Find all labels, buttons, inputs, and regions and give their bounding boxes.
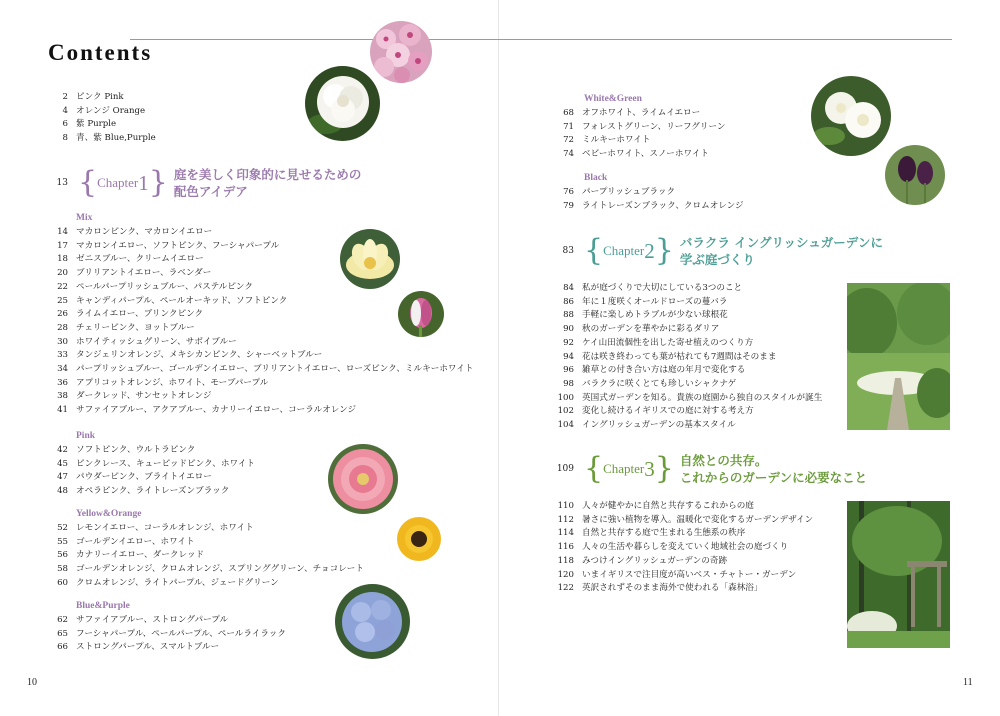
chapter1-title: 庭を美しく印象的に見せるための 配色アイデア <box>173 167 362 199</box>
page-gutter <box>498 0 499 716</box>
intro-list <box>50 91 156 146</box>
white-peony-photo <box>305 66 380 141</box>
dark-tulip-photo <box>885 145 945 205</box>
list-item[interactable]: 18 ゼニスブルー、クリームイエロー <box>57 254 204 265</box>
list-item[interactable]: 68 オフホワイト、ライムイエロー <box>563 108 701 118</box>
left-brace-icon: { <box>78 165 98 200</box>
list-item[interactable]: 116 人々の生活や暮らしを変えていく地域社会の庭づくり <box>557 542 789 553</box>
left-brace-icon: { <box>584 451 604 486</box>
chapter2-list <box>556 282 822 433</box>
section-heading-mix: Mix <box>76 213 93 223</box>
list-item[interactable]: 79 ライトレーズンブラック、クロムオレンジ <box>563 200 744 211</box>
chapter2-title: バラクラ イングリッシュガーデンに 学ぶ庭づくり <box>679 235 883 267</box>
list-item[interactable]: 65 フーシャパープル、ペールパープル、ペールライラック <box>57 628 286 639</box>
list-item[interactable]: 74 ベビーホワイト、スノーホワイト <box>563 149 710 160</box>
yellow-orange-list <box>50 522 364 591</box>
list-item[interactable]: 2 ピンク Pink <box>62 92 124 102</box>
section-heading-white-green: White&Green <box>584 94 642 104</box>
list-item[interactable]: 17 マカロンイエロー、ソフトピンク、フーシャパープル <box>57 240 280 251</box>
list-item[interactable]: 102 変化し続けるイギリスでの庭に対する考え方 <box>557 406 754 417</box>
list-item[interactable]: 30 ホワイティッシュグリーン、サボイブルー <box>57 336 237 347</box>
list-item[interactable]: 118 みつけイングリッシュガーデンの奇跡 <box>557 555 728 566</box>
page-number-left: 10 <box>27 677 37 688</box>
list-item[interactable]: 71 フォレストグリーン、リーフグリーン <box>563 121 726 132</box>
list-item[interactable]: 122 英訳されずそのまま海外で使われる「森林浴」 <box>557 583 763 594</box>
list-item[interactable]: 34 パープリッシュブルー、ゴールデンイエロー、ブリリアントイエロー、ローズピンク、ミルキーホワイト <box>57 364 474 375</box>
list-item[interactable]: 20 ブリリアントイエロー、ラベンダー <box>57 268 212 279</box>
list-item[interactable]: 76 パープリッシュブラック <box>563 187 676 197</box>
list-item[interactable]: 60 クロムオレンジ、ライトパープル、ジェードグリーン <box>57 577 279 588</box>
list-item[interactable]: 25 キャンディパープル、ペールオーキッド、ソフトピンク <box>57 295 288 306</box>
list-item[interactable]: 88 手軽に楽しめトラブルが少ない球根花 <box>563 310 728 321</box>
garden-path-photo <box>847 283 950 430</box>
list-item[interactable]: 26 ライムイエロー、ブリンクピンク <box>57 309 204 320</box>
list-item[interactable]: 100 英国式ガーデンを知る。貴族の庭園から独自のスタイルが誕生 <box>557 392 823 403</box>
pink-list <box>50 444 255 499</box>
pink-dahlia-photo <box>328 444 398 514</box>
list-item[interactable]: 48 オペラピンク、ライトレーズンブラック <box>57 486 230 497</box>
blue-purple-list <box>50 614 286 655</box>
right-brace-icon: } <box>654 233 674 268</box>
list-item[interactable]: 47 パウダーピンク、ブライトイエロー <box>57 472 212 483</box>
list-item[interactable]: 38 ダークレッド、サンセットオレンジ <box>57 391 212 402</box>
right-brace-icon: } <box>148 165 168 200</box>
list-item[interactable]: 28 チェリーピンク、ヨットブルー <box>57 322 195 333</box>
list-item[interactable]: 22 ペールパープリッシュブルー、パステルピンク <box>57 281 253 292</box>
white-rose-photo <box>811 76 891 156</box>
list-item[interactable]: 110 人々が健やかに自然と共存するこれからの庭 <box>557 501 754 511</box>
section-heading-pink: Pink <box>76 431 96 441</box>
right-brace-icon: } <box>654 451 674 486</box>
list-item[interactable]: 8 青、紫 Blue,Purple <box>62 133 156 144</box>
chapter3-title: 自然との共存。 これからのガーデンに必要なこと <box>679 453 868 485</box>
list-item[interactable]: 96 雑草との付き合い方は庭の年月で変化する <box>563 365 746 376</box>
pink-phlox-photo <box>370 21 432 83</box>
list-item[interactable]: 104 イングリッシュガーデンの基本スタイル <box>557 420 736 431</box>
list-item[interactable]: 98 バラクラに咲くとても珍しいシャクナゲ <box>563 378 737 389</box>
black-list <box>556 186 744 213</box>
header-rule <box>130 39 952 40</box>
list-item[interactable]: 114 自然と共存する庭で生まれる生態系の秩序 <box>557 528 746 539</box>
list-item[interactable]: 4 オレンジ Orange <box>62 105 146 116</box>
section-heading-yellow-orange: Yellow&Orange <box>76 509 142 519</box>
page-title: Contents <box>48 40 153 65</box>
chapter3-heading[interactable]: 109 { Chapter 3 } 自然との共存。 これからのガーデンに必要なこと <box>556 451 868 486</box>
black-eyed-susan-photo <box>393 513 445 565</box>
list-item[interactable]: 112 暑さに強い植物を導入。温暖化で変化するガーデンデザイン <box>557 514 814 525</box>
list-item[interactable]: 52 レモンイエロー、コーラルオレンジ、ホワイト <box>57 523 254 533</box>
yellow-waterlily-photo <box>340 229 400 289</box>
list-item[interactable]: 94 花は咲き終わっても葉が枯れても7週間はそのまま <box>563 351 777 362</box>
page-number-right: 11 <box>963 677 973 688</box>
list-item[interactable]: 41 サファイアブルー、アクアブルー、カナリーイエロー、コーラルオレンジ <box>57 405 357 416</box>
list-item[interactable]: 86 年に１度咲くオールドローズの蔓バラ <box>563 296 728 307</box>
left-brace-icon: { <box>584 233 604 268</box>
list-item[interactable]: 56 カナリーイエロー、ダークレッド <box>57 550 205 561</box>
list-item[interactable]: 120 いまイギリスで注目度が高いベス・チャトー・ガーデン <box>557 569 797 580</box>
list-item[interactable]: 42 ソフトピンク、ウルトラピンク <box>57 445 196 455</box>
list-item[interactable]: 36 アプリコットオレンジ、ホワイト、モーブパープル <box>57 377 269 388</box>
list-item[interactable]: 62 サファイアブルー、ストロングパープル <box>57 615 229 625</box>
list-item[interactable]: 14 マカロンピンク、マカロンイエロー <box>57 227 213 237</box>
list-item[interactable]: 84 私が庭づくりで大切にしている3つのこと <box>563 283 743 293</box>
pink-tulip-photo <box>398 291 444 337</box>
list-item[interactable]: 55 ゴールデンイエロー、ホワイト <box>57 536 195 547</box>
list-item[interactable]: 92 ケイ山田流個性を出した寄せ植えのつくり方 <box>563 337 754 348</box>
list-item[interactable]: 45 ピンクレース、キューピッドピンク、ホワイト <box>57 458 256 469</box>
chapter3-list <box>556 500 813 596</box>
list-item[interactable]: 58 ゴールデンオレンジ、クロムオレンジ、スプリンググリーン、チョコレート <box>57 564 364 575</box>
forest-garden-photo <box>847 501 950 648</box>
hydrangea-photo <box>335 584 410 659</box>
list-item[interactable]: 33 タンジェリンオレンジ、メキシカンピンク、シャーベットブルー <box>57 350 323 361</box>
section-heading-black: Black <box>584 173 608 183</box>
list-item[interactable]: 6 紫 Purple <box>62 119 117 130</box>
section-heading-blue-purple: Blue&Purple <box>76 601 130 611</box>
chapter2-heading[interactable]: 83 { Chapter 2 } バラクラ イングリッシュガーデンに 学ぶ庭づくり <box>562 233 883 268</box>
list-item[interactable]: 90 秋のガーデンを華やかに彩るダリア <box>563 324 720 335</box>
chapter1-heading[interactable]: 13 { Chapter 1 } 庭を美しく印象的に見せるための 配色アイデア <box>56 165 362 200</box>
list-item[interactable]: 66 ストロングパープル、スマルトブルー <box>57 642 220 653</box>
white-green-list <box>556 107 726 162</box>
list-item[interactable]: 72 ミルキーホワイト <box>563 135 651 146</box>
